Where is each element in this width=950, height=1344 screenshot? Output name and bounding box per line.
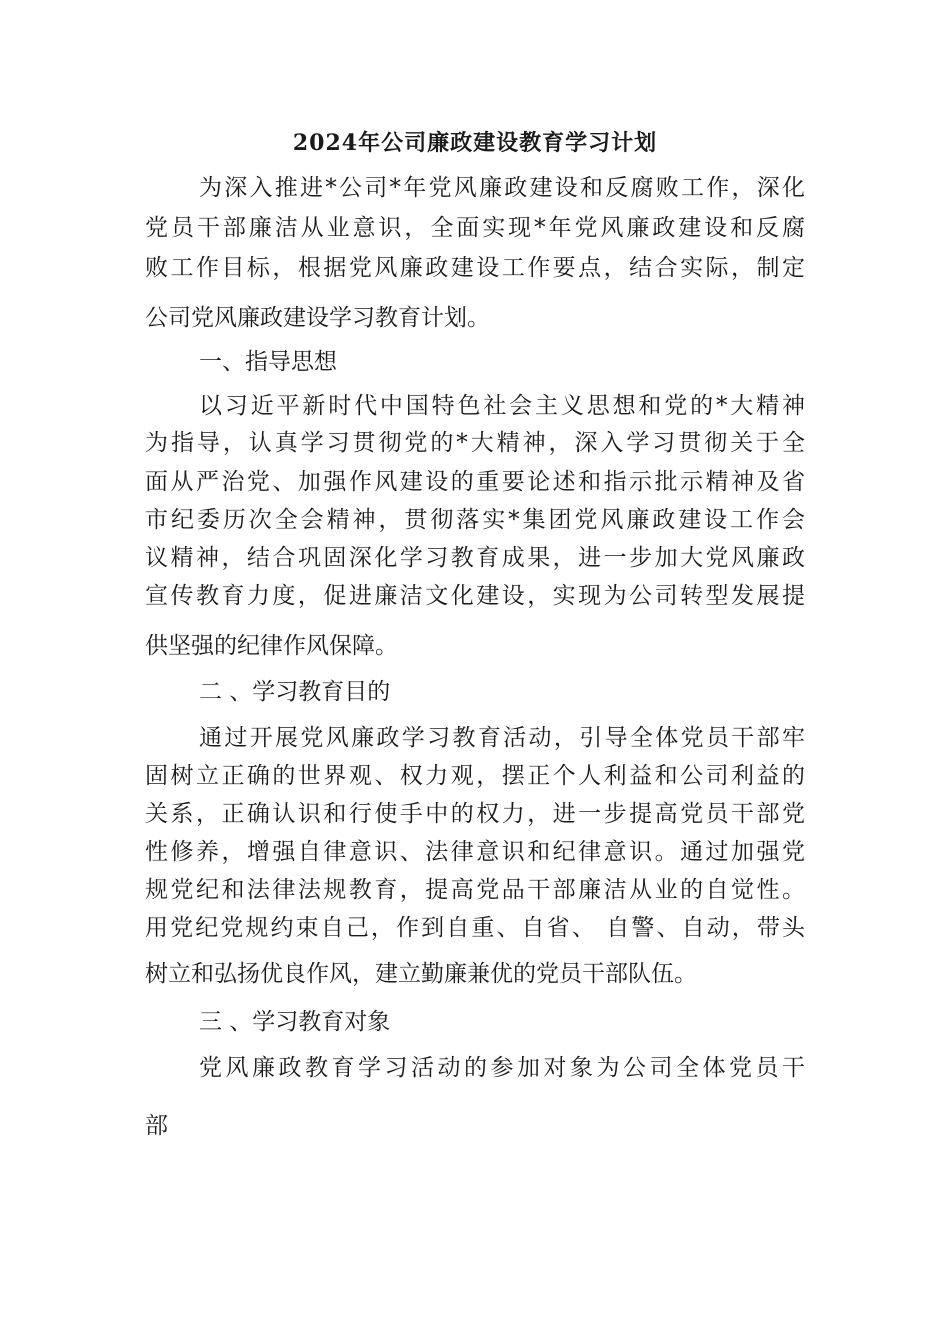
intro-line-2: 党员干部廉洁从业意识，全面实现*年党风廉政建设和反腐 [145,215,805,241]
section-1-line-6: 宣传教育力度，促进廉洁文化建设，实现为公司转型发展提 [145,583,805,609]
section-1-line-4: 市纪委历次全会精神，贯彻落实*集团党风廉政建设工作会 [145,507,805,533]
section-1-heading: 一、指导思想 [199,349,337,375]
section-2-line-3: 关系，正确认识和行使手中的权力，进一步提高党员干部党 [145,801,805,827]
section-1-line-2: 为指导，认真学习贯彻党的*大精神，深入学习贯彻关于全 [145,430,805,456]
section-2-line-4: 性修养，增强自律意识、法律意识和纪律意识。通过加强党 [145,839,805,865]
section-2-line-1: 通过开展党风廉政学习教育活动，引导全体党员干部牢 [199,725,805,751]
section-1-line-1: 以习近平新时代中国特色社会主义思想和党的*大精神 [199,393,805,419]
section-3-line-1: 党风廉政教育学习活动的参加对象为公司全体党员干 [199,1055,805,1081]
section-2-heading: 二 、学习教育目的 [199,679,391,705]
section-2-line-7: 树立和弘扬优良作风，建立勤廉兼优的党员干部队伍。 [145,961,697,987]
section-2-line-6: 用党纪党规约束自己，作到自重、自省、 自警、自动，带头 [145,915,805,941]
section-2-line-2: 固树立正确的世界观、权力观，摆正个人利益和公司利益的 [145,763,805,789]
intro-line-3: 败工作目标，根据党风廉政建设工作要点，结合实际，制定 [145,255,805,281]
intro-line-1: 为深入推进*公司*年党风廉政建设和反腐败工作，深化 [199,175,805,201]
section-1-line-3: 面从严治党、加强作风建设的重要论述和指示批示精神及省 [145,469,805,495]
section-2-line-5: 规党纪和法律法规教育，提高党品干部廉洁从业的自觉性。 [145,877,805,903]
document-title: 2024年公司廉政建设教育学习计划 [292,130,658,156]
section-3-heading: 三 、学习教育对象 [199,1009,391,1035]
section-3-line-2: 部 [145,1113,168,1139]
section-1-line-5: 议精神，结合巩固深化学习教育成果，进一步加大党风廉政 [145,545,805,571]
section-1-line-7: 供坚强的纪律作风保障。 [145,633,398,659]
intro-line-4: 公司党风廉政建设学习教育计划。 [145,305,490,331]
